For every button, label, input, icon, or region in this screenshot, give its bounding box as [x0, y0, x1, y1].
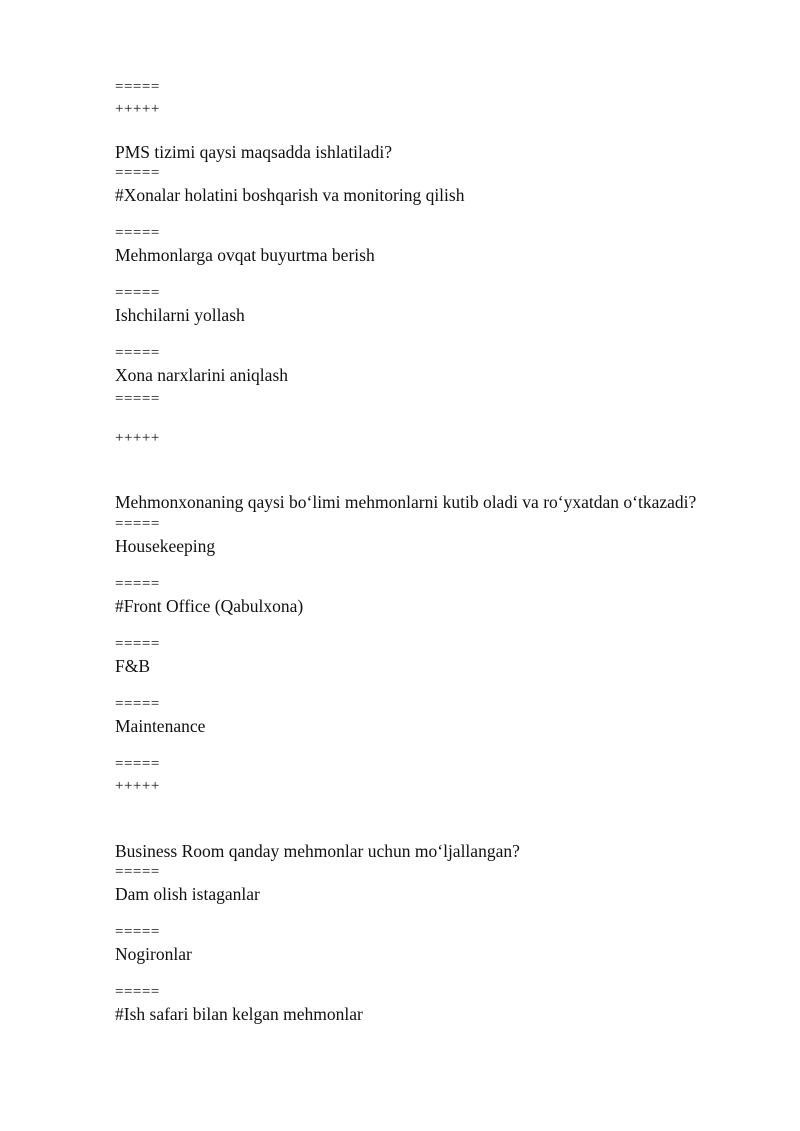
- question-2: Mehmonxonaning qaysi bo‘limi mehmonlarni kutib oladi va ro‘yxatdan o‘tkazadi?: [115, 492, 697, 512]
- question-3: Business Room qanday mehmonlar uchun mo‘ljallangan?: [115, 841, 520, 861]
- separator: =====: [115, 756, 160, 772]
- question-1-answer-2: Mehmonlarga ovqat buyurtma berish: [115, 245, 375, 265]
- separator: =====: [115, 576, 160, 592]
- separator: =====: [115, 285, 160, 301]
- question-2-answer-1: Housekeeping: [115, 536, 216, 556]
- block-end-marker: +++++: [115, 778, 160, 794]
- separator: =====: [115, 225, 160, 241]
- separator: =====: [115, 696, 160, 712]
- question-3-answer-1: Dam olish istaganlar: [115, 884, 260, 904]
- separator: =====: [115, 165, 160, 181]
- separator: =====: [115, 636, 160, 652]
- question-2-answer-3: F&B: [115, 656, 151, 676]
- question-1-answer-1: #Xonalar holatini boshqarish va monitoring qilish: [115, 185, 465, 205]
- question-1: PMS tizimi qaysi maqsadda ishlatiladi?: [115, 142, 393, 162]
- question-1-answer-3: Ishchilarni yollash: [115, 305, 245, 325]
- separator: =====: [115, 345, 160, 361]
- separator: =====: [115, 864, 160, 880]
- block-end-marker: +++++: [115, 101, 160, 117]
- separator: =====: [115, 984, 160, 1000]
- separator: =====: [115, 924, 160, 940]
- question-3-answer-3: #Ish safari bilan kelgan mehmonlar: [115, 1004, 363, 1024]
- separator: =====: [115, 391, 160, 407]
- question-1-answer-4: Xona narxlarini aniqlash: [115, 365, 289, 385]
- block-end-marker: +++++: [115, 430, 160, 446]
- question-2-answer-2: #Front Office (Qabulxona): [115, 596, 304, 616]
- separator: =====: [115, 516, 160, 532]
- question-3-answer-2: Nogironlar: [115, 944, 192, 964]
- separator: =====: [115, 79, 160, 95]
- question-2-answer-4: Maintenance: [115, 716, 206, 736]
